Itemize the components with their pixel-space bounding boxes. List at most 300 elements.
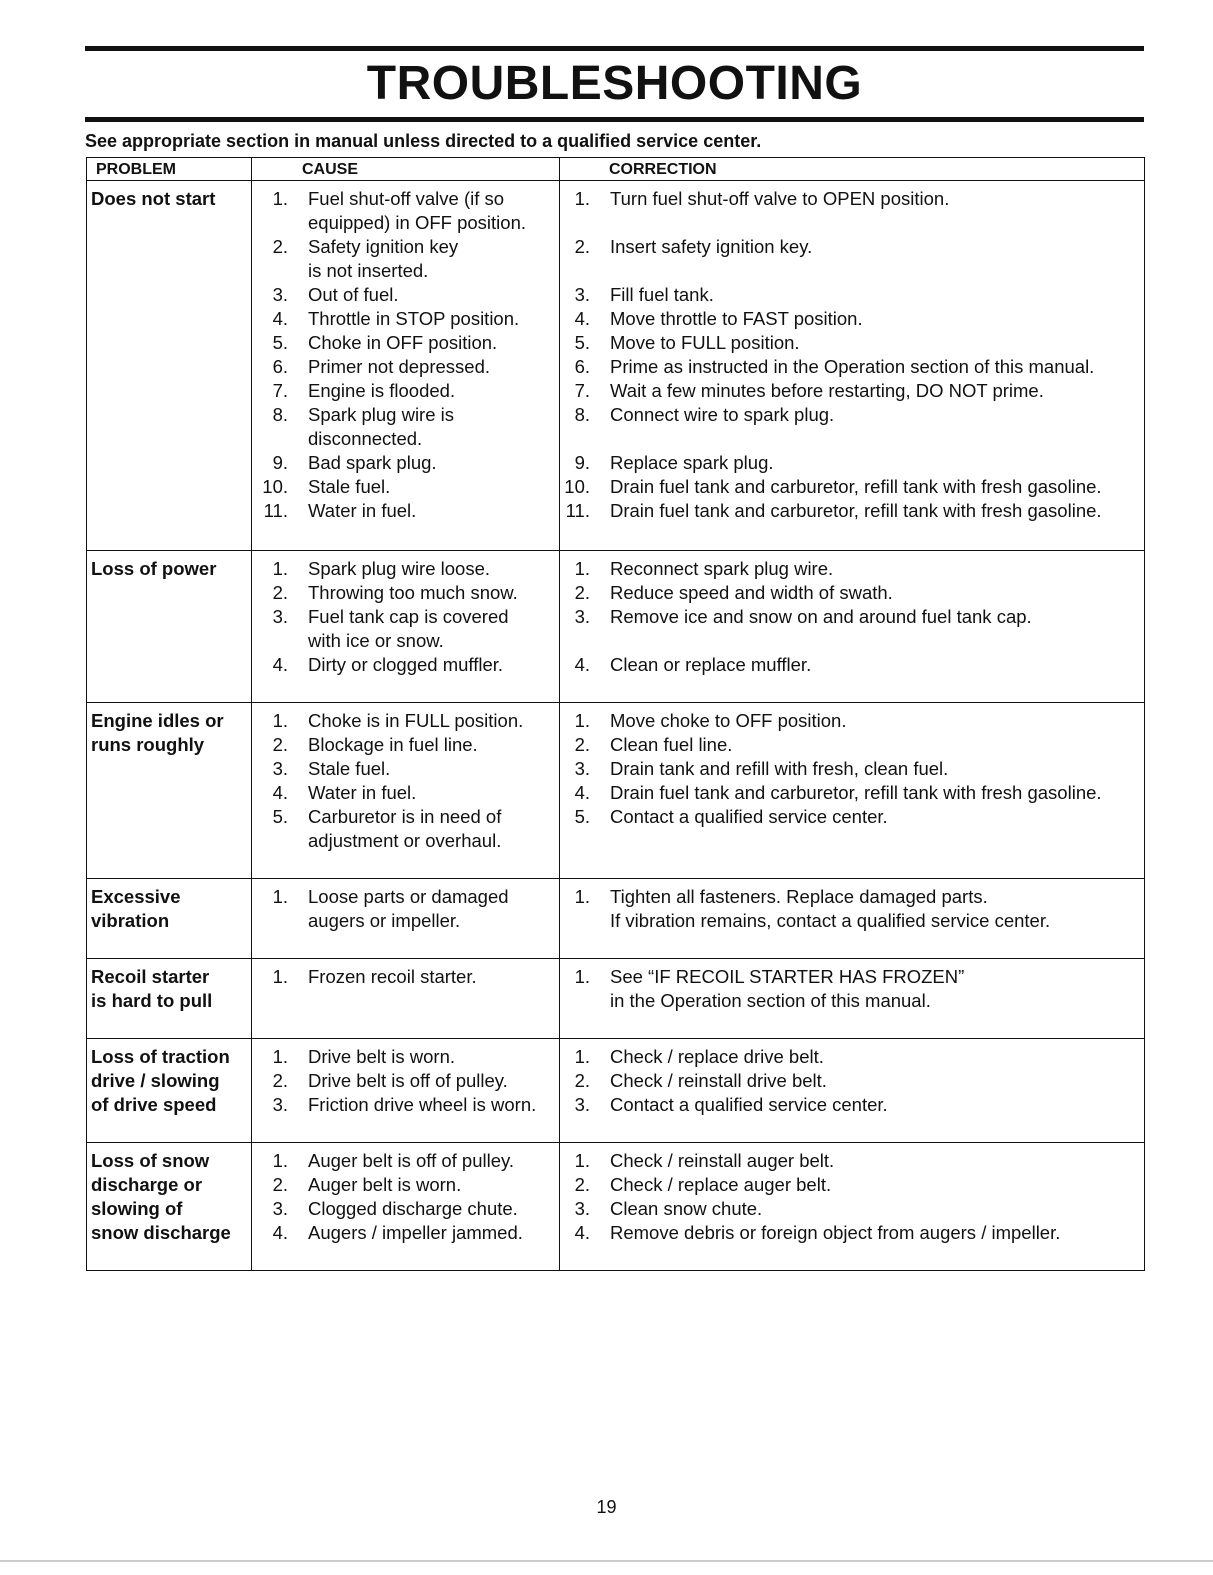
item-text <box>590 331 1144 355</box>
item-line: Drain fuel tank and carburetor, refill tank with fresh gasoline. <box>610 500 1102 521</box>
list-item <box>560 965 1144 1013</box>
problem-text: drive / slowing <box>91 1070 220 1091</box>
list-item <box>560 379 1144 403</box>
item-text <box>590 557 1144 581</box>
list-item <box>252 475 559 499</box>
item-line: disconnected. <box>308 428 423 449</box>
item-number: 11. <box>565 500 590 521</box>
item-text <box>288 307 559 331</box>
item-number: 4. <box>574 654 590 675</box>
item-number: 2. <box>574 236 590 257</box>
problem-cell <box>87 1039 252 1143</box>
problem-text: Excessive <box>91 886 181 907</box>
problem-cell <box>87 551 252 703</box>
item-number: 2. <box>272 236 288 257</box>
item-number: 4. <box>574 782 590 803</box>
correction-cell <box>560 703 1145 879</box>
item-text <box>590 283 1144 307</box>
item-number: 3. <box>272 758 288 779</box>
list-item <box>252 885 559 933</box>
item-number: 7. <box>272 380 288 401</box>
item-text <box>590 403 1144 451</box>
item-line: Choke is in FULL position. <box>308 710 524 731</box>
item-line: Clean fuel line. <box>610 734 733 755</box>
item-text <box>590 235 1144 283</box>
problem-text: snow discharge <box>91 1222 231 1243</box>
table-row <box>87 879 1145 959</box>
item-text <box>288 605 559 653</box>
list-item <box>560 581 1144 605</box>
problem-text: Engine idles or <box>91 710 224 731</box>
title-underline-rule <box>85 117 1144 122</box>
item-text <box>590 379 1144 403</box>
problem-text: is hard to pull <box>91 990 213 1011</box>
item-text <box>590 757 1144 781</box>
cause-list <box>252 885 559 933</box>
item-number: 1. <box>272 966 288 987</box>
item-text <box>288 187 559 235</box>
table-row <box>87 1039 1145 1143</box>
item-number: 5. <box>272 332 288 353</box>
item-number: 5. <box>574 332 590 353</box>
item-line: Out of fuel. <box>308 284 399 305</box>
item-line: Choke in OFF position. <box>308 332 498 353</box>
item-text <box>590 805 1144 829</box>
item-line: Move throttle to FAST position. <box>610 308 863 329</box>
problem-text: slowing of <box>91 1198 183 1219</box>
item-number: 7. <box>574 380 590 401</box>
item-line: Prime as instructed in the Operation section of this manual. <box>610 356 1095 377</box>
item-text <box>288 451 559 475</box>
problem-text: Loss of traction <box>91 1046 230 1067</box>
problem-text: of drive speed <box>91 1094 217 1115</box>
item-number: 9. <box>272 452 288 473</box>
list-item <box>560 499 1144 523</box>
item-text <box>590 581 1144 605</box>
item-number: 4. <box>272 654 288 675</box>
item-line <box>610 427 1144 451</box>
list-item <box>560 781 1144 805</box>
item-line: Move choke to OFF position. <box>610 710 847 731</box>
problem-cell <box>87 181 252 551</box>
item-line: Clean or replace muffler. <box>610 654 812 675</box>
item-text <box>590 965 1144 1013</box>
item-line: See “IF RECOIL STARTER HAS FROZEN” <box>610 966 965 987</box>
item-line: Remove debris or foreign object from augers / impeller. <box>610 1222 1061 1243</box>
list-item <box>560 283 1144 307</box>
item-text <box>590 355 1144 379</box>
problem-text: Loss of snow <box>91 1150 210 1171</box>
item-line: Bad spark plug. <box>308 452 437 473</box>
item-text <box>590 1197 1144 1221</box>
list-item <box>252 283 559 307</box>
item-line: Check / replace auger belt. <box>610 1174 832 1195</box>
item-line: Fill fuel tank. <box>610 284 714 305</box>
item-line: Dirty or clogged muffler. <box>308 654 504 675</box>
list-item <box>252 1197 559 1221</box>
item-line: Clean snow chute. <box>610 1198 763 1219</box>
list-item <box>252 235 559 283</box>
item-text <box>288 355 559 379</box>
item-line: Remove ice and snow on and around fuel tank cap. <box>610 606 1032 627</box>
list-item <box>560 1093 1144 1117</box>
list-item <box>560 557 1144 581</box>
item-line: If vibration remains, contact a qualified service center. <box>610 910 1051 931</box>
correction-cell <box>560 1039 1145 1143</box>
item-line: Loose parts or damaged <box>308 886 509 907</box>
item-text <box>288 733 559 757</box>
item-text <box>590 1221 1144 1245</box>
problem-text: Recoil starter <box>91 966 210 987</box>
item-line: Tighten all fasteners. Replace damaged parts. <box>610 886 988 907</box>
item-number: 3. <box>574 758 590 779</box>
item-number: 1. <box>272 886 288 907</box>
header-problem: PROBLEM <box>87 158 252 181</box>
item-line: Reduce speed and width of swath. <box>610 582 893 603</box>
item-number: 1. <box>272 1150 288 1171</box>
item-number: 3. <box>272 1198 288 1219</box>
item-line: Spark plug wire is <box>308 404 455 425</box>
item-line: Throttle in STOP position. <box>308 308 520 329</box>
cause-cell <box>252 181 560 551</box>
item-number: 2. <box>272 1070 288 1091</box>
item-number: 3. <box>574 1198 590 1219</box>
item-line: in the Operation section of this manual. <box>610 990 931 1011</box>
problem-cell <box>87 879 252 959</box>
list-item <box>560 355 1144 379</box>
problem-text: Loss of power <box>91 558 217 579</box>
list-item <box>252 1069 559 1093</box>
item-text <box>288 331 559 355</box>
scan-edge-line <box>0 1560 1213 1562</box>
correction-list <box>560 709 1144 829</box>
item-number: 2. <box>574 1070 590 1091</box>
item-number: 1. <box>272 710 288 731</box>
cause-cell <box>252 1039 560 1143</box>
table-body <box>87 181 1145 1271</box>
list-item <box>560 187 1144 235</box>
item-line: Carburetor is in need of <box>308 806 502 827</box>
item-line <box>610 629 1144 653</box>
item-text <box>288 965 559 989</box>
item-line <box>610 211 1144 235</box>
item-line: Drain fuel tank and carburetor, refill tank with fresh gasoline. <box>610 476 1102 497</box>
list-item <box>252 499 559 523</box>
item-text <box>288 403 559 451</box>
cause-list <box>252 1149 559 1245</box>
table-row <box>87 181 1145 551</box>
item-text <box>590 307 1144 331</box>
item-text <box>590 1149 1144 1173</box>
cause-list <box>252 187 559 523</box>
list-item <box>560 605 1144 653</box>
item-line: equipped) in OFF position. <box>308 212 527 233</box>
item-text <box>288 1045 559 1069</box>
list-item <box>252 331 559 355</box>
cause-cell <box>252 551 560 703</box>
item-number: 5. <box>574 806 590 827</box>
page-number: 19 <box>596 1497 617 1517</box>
table-row <box>87 551 1145 703</box>
item-number: 1. <box>574 966 590 987</box>
item-text <box>288 805 559 853</box>
cause-cell <box>252 959 560 1039</box>
list-item <box>560 331 1144 355</box>
item-text <box>288 1149 559 1173</box>
list-item <box>560 1149 1144 1173</box>
item-text <box>288 781 559 805</box>
cause-list <box>252 965 559 989</box>
item-text <box>590 1093 1144 1117</box>
list-item <box>560 1197 1144 1221</box>
page-subtitle: See appropriate section in manual unless directed to a qualified service center. <box>85 131 762 151</box>
problem-cell <box>87 959 252 1039</box>
list-item <box>252 1221 559 1245</box>
item-text <box>590 187 1144 235</box>
item-line: Contact a qualified service center. <box>610 1094 888 1115</box>
item-line: Blockage in fuel line. <box>308 734 478 755</box>
correction-cell <box>560 551 1145 703</box>
item-line: Check / replace drive belt. <box>610 1046 824 1067</box>
item-line: Throwing too much snow. <box>308 582 518 603</box>
item-text <box>288 709 559 733</box>
item-line: Engine is flooded. <box>308 380 456 401</box>
item-line: Drive belt is off of pulley. <box>308 1070 508 1091</box>
item-text <box>590 709 1144 733</box>
item-number: 10. <box>262 476 288 497</box>
item-text <box>590 1069 1144 1093</box>
item-text <box>288 1093 559 1117</box>
cause-list <box>252 557 559 677</box>
item-text <box>288 475 559 499</box>
item-number: 3. <box>272 284 288 305</box>
list-item <box>560 733 1144 757</box>
item-number: 3. <box>574 606 590 627</box>
item-line: Spark plug wire loose. <box>308 558 491 579</box>
item-text <box>288 757 559 781</box>
item-line: Insert safety ignition key. <box>610 236 813 257</box>
list-item <box>252 355 559 379</box>
list-item <box>560 1045 1144 1069</box>
item-line: Drain tank and refill with fresh, clean fuel. <box>610 758 949 779</box>
item-text <box>590 1173 1144 1197</box>
problem-cell <box>87 703 252 879</box>
item-number: 3. <box>574 284 590 305</box>
item-number: 2. <box>574 1174 590 1195</box>
item-text <box>288 1221 559 1245</box>
list-item <box>252 403 559 451</box>
item-text <box>288 1173 559 1197</box>
list-item <box>560 653 1144 677</box>
item-line: Check / reinstall auger belt. <box>610 1150 835 1171</box>
header-cause: CAUSE <box>252 158 560 181</box>
item-text <box>590 885 1144 933</box>
list-item <box>252 1093 559 1117</box>
item-line: Stale fuel. <box>308 758 391 779</box>
item-number: 1. <box>574 886 590 907</box>
correction-cell <box>560 181 1145 551</box>
item-line: Frozen recoil starter. <box>308 966 477 987</box>
item-number: 2. <box>574 734 590 755</box>
list-item <box>252 653 559 677</box>
item-text <box>288 653 559 677</box>
item-number: 4. <box>272 1222 288 1243</box>
item-text <box>288 283 559 307</box>
item-text <box>288 1069 559 1093</box>
item-line: Clogged discharge chute. <box>308 1198 518 1219</box>
list-item <box>252 757 559 781</box>
item-line: Contact a qualified service center. <box>610 806 888 827</box>
list-item <box>252 709 559 733</box>
table-row <box>87 959 1145 1039</box>
correction-cell <box>560 1143 1145 1271</box>
item-number: 5. <box>272 806 288 827</box>
item-number: 9. <box>574 452 590 473</box>
problem-text: runs roughly <box>91 734 205 755</box>
item-number: 1. <box>574 710 590 731</box>
item-number: 1. <box>574 1046 590 1067</box>
item-text <box>590 1045 1144 1069</box>
item-number: 2. <box>574 582 590 603</box>
problem-text: Does not start <box>91 188 216 209</box>
item-line: Water in fuel. <box>308 500 417 521</box>
item-text <box>590 653 1144 677</box>
table-row <box>87 1143 1145 1271</box>
item-line: Augers / impeller jammed. <box>308 1222 523 1243</box>
list-item <box>560 451 1144 475</box>
list-item <box>252 379 559 403</box>
item-line: Auger belt is off of pulley. <box>308 1150 515 1171</box>
list-item <box>560 805 1144 829</box>
problem-text: discharge or <box>91 1174 203 1195</box>
list-item <box>252 1149 559 1173</box>
item-line: Stale fuel. <box>308 476 391 497</box>
list-item <box>252 1173 559 1197</box>
item-number: 1. <box>272 558 288 579</box>
list-item <box>252 733 559 757</box>
item-line: adjustment or overhaul. <box>308 830 502 851</box>
list-item <box>252 805 559 853</box>
item-number: 4. <box>574 308 590 329</box>
item-number: 11. <box>263 500 288 521</box>
correction-cell <box>560 879 1145 959</box>
item-text <box>590 475 1144 499</box>
list-item <box>560 1069 1144 1093</box>
item-number: 2. <box>272 734 288 755</box>
item-text <box>590 733 1144 757</box>
page-title: TROUBLESHOOTING <box>366 57 863 110</box>
list-item <box>560 235 1144 283</box>
item-number: 6. <box>574 356 590 377</box>
item-line: Fuel tank cap is covered <box>308 606 509 627</box>
item-number: 8. <box>574 404 590 425</box>
item-line: with ice or snow. <box>308 630 444 651</box>
item-number: 3. <box>574 1094 590 1115</box>
list-item <box>252 965 559 989</box>
table-row <box>87 703 1145 879</box>
cause-list <box>252 1045 559 1117</box>
item-line <box>610 259 1144 283</box>
list-item <box>252 557 559 581</box>
item-text <box>590 781 1144 805</box>
item-number: 1. <box>574 1150 590 1171</box>
item-number: 8. <box>272 404 288 425</box>
list-item <box>560 403 1144 451</box>
item-text <box>288 885 559 933</box>
item-text <box>288 1197 559 1221</box>
item-line: Reconnect spark plug wire. <box>610 558 834 579</box>
cause-cell <box>252 879 560 959</box>
item-number: 2. <box>272 1174 288 1195</box>
problem-cell <box>87 1143 252 1271</box>
list-item <box>560 475 1144 499</box>
item-number: 10. <box>564 476 590 497</box>
item-text <box>590 499 1144 523</box>
item-line: is not inserted. <box>308 260 429 281</box>
cause-list <box>252 709 559 853</box>
item-line: Turn fuel shut-off valve to OPEN position. <box>610 188 950 209</box>
list-item <box>252 307 559 331</box>
correction-list <box>560 885 1144 933</box>
list-item <box>560 307 1144 331</box>
item-line: augers or impeller. <box>308 910 461 931</box>
item-line: Check / reinstall drive belt. <box>610 1070 827 1091</box>
item-line: Friction drive wheel is worn. <box>308 1094 537 1115</box>
header-correction: CORRECTION <box>560 158 1145 181</box>
item-line: Fuel shut-off valve (if so <box>308 188 505 209</box>
problem-text: vibration <box>91 910 170 931</box>
list-item <box>252 451 559 475</box>
item-line: Move to FULL position. <box>610 332 800 353</box>
top-rule <box>85 46 1144 51</box>
item-text <box>288 235 559 283</box>
list-item <box>560 1173 1144 1197</box>
item-line: Drain fuel tank and carburetor, refill tank with fresh gasoline. <box>610 782 1102 803</box>
item-line: Safety ignition key <box>308 236 459 257</box>
correction-list <box>560 557 1144 677</box>
item-text <box>590 605 1144 653</box>
item-number: 1. <box>574 188 590 209</box>
troubleshooting-table <box>86 157 1145 1271</box>
correction-list <box>560 187 1144 523</box>
list-item <box>252 187 559 235</box>
item-line: Primer not depressed. <box>308 356 491 377</box>
list-item <box>560 1221 1144 1245</box>
list-item <box>252 605 559 653</box>
item-number: 3. <box>272 1094 288 1115</box>
list-item <box>252 781 559 805</box>
correction-list <box>560 965 1144 1013</box>
correction-cell <box>560 959 1145 1039</box>
list-item <box>560 709 1144 733</box>
item-number: 3. <box>272 606 288 627</box>
item-line: Replace spark plug. <box>610 452 774 473</box>
item-number: 4. <box>272 308 288 329</box>
item-line: Connect wire to spark plug. <box>610 404 835 425</box>
item-number: 6. <box>272 356 288 377</box>
item-number: 1. <box>272 188 288 209</box>
item-text <box>288 379 559 403</box>
item-number: 1. <box>574 558 590 579</box>
list-item <box>560 757 1144 781</box>
table-header-row <box>87 158 1145 181</box>
item-text <box>288 499 559 523</box>
item-line: Wait a few minutes before restarting, DO NOT prime. <box>610 380 1044 401</box>
item-text <box>590 451 1144 475</box>
item-number: 2. <box>272 582 288 603</box>
item-number: 1. <box>272 1046 288 1067</box>
list-item <box>252 581 559 605</box>
